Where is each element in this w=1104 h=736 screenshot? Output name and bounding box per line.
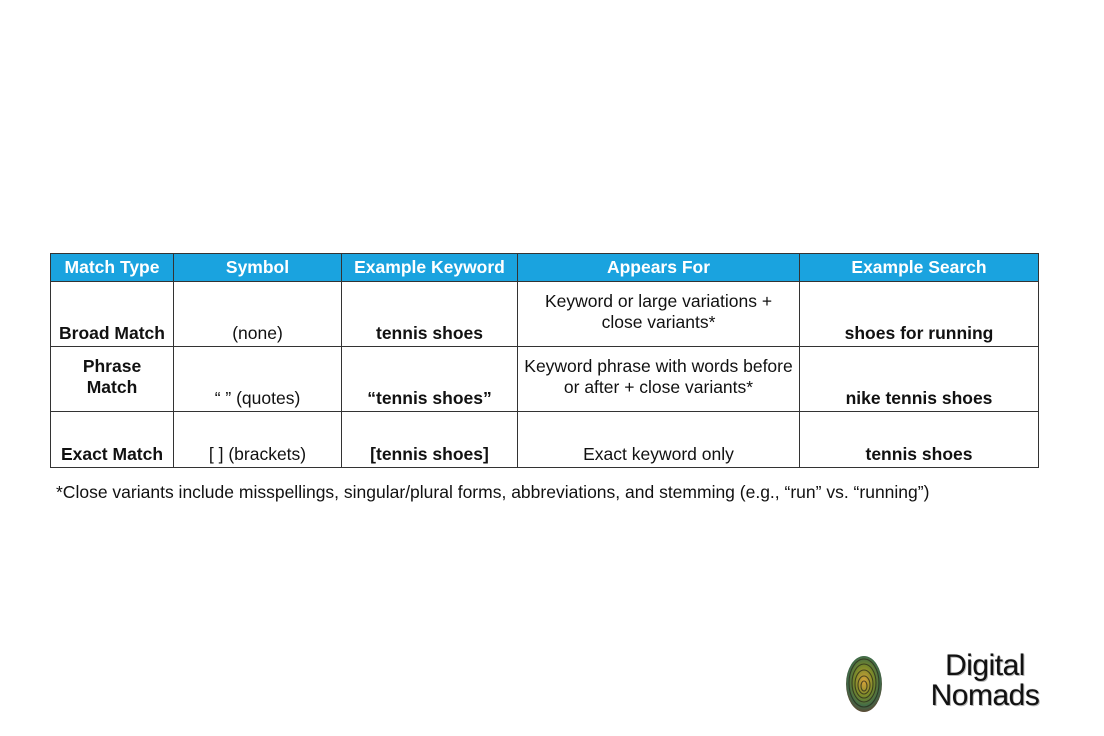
cell-appears-for [518,412,800,468]
brand-name [920,651,1050,711]
cell-appears-for [518,347,800,412]
cell-match-type: Exact Match [51,412,174,468]
digital-nomads-logo [838,648,1053,718]
cell-example-keyword: “tennis shoes” [342,347,518,412]
cell-match-type: Broad Match [51,282,174,347]
match-type-table [50,253,1039,468]
cell-appears-for-line: Exact keyword only [583,444,734,464]
table-row [51,282,1039,347]
cell-appears-for-line: Keyword or large variations + [544,291,773,311]
header-appears-for: Appears For [518,254,800,282]
cell-symbol: “ ” (quotes) [174,347,342,412]
table-header-row [51,254,1039,282]
cell-example-keyword: tennis shoes [342,282,518,347]
table-row [51,412,1039,468]
brand-line-1: Digital [945,649,1025,682]
fingerprint-icon [842,652,886,716]
footnote: *Close variants include misspellings, singular/plural forms, abbreviations, and stemming (e.g., “run” vs. “running”) [56,482,930,502]
header-symbol: Symbol [174,254,342,282]
cell-example-search: shoes for running [800,282,1039,347]
cell-appears-for [518,282,800,347]
cell-appears-for-line: close variants* [601,312,716,332]
header-example-keyword: Example Keyword [342,254,518,282]
cell-appears-for-line: or after + close variants* [563,377,754,397]
cell-example-search: nike tennis shoes [800,347,1039,412]
cell-example-search: tennis shoes [800,412,1039,468]
cell-example-keyword: [tennis shoes] [342,412,518,468]
brand-line-2: Nomads [930,679,1040,712]
cell-match-type-line: Phrase [82,356,142,376]
header-example-search: Example Search [800,254,1039,282]
cell-appears-for-line: Keyword phrase with words before [524,356,793,376]
cell-symbol: [ ] (brackets) [174,412,342,468]
cell-symbol: (none) [174,282,342,347]
table-row [51,347,1039,412]
header-match-type: Match Type [51,254,174,282]
cell-match-type-line: Match [86,377,138,397]
cell-match-type [51,347,174,412]
